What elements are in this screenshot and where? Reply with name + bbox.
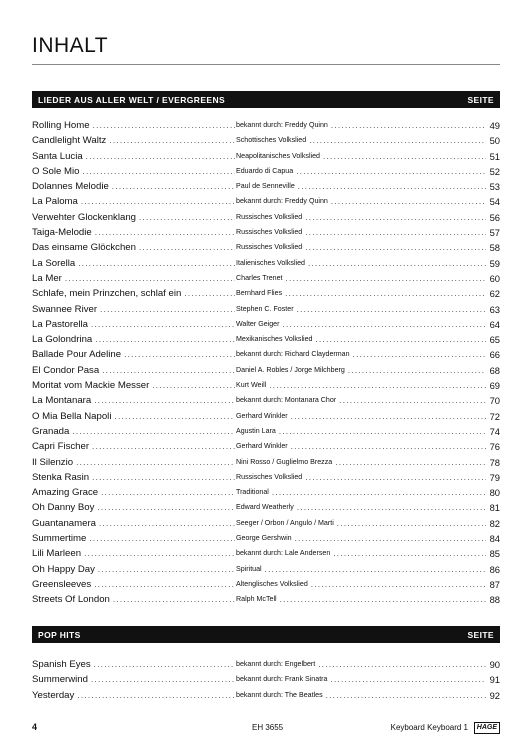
song-artist: bekannt durch: Frank Sinatra — [236, 675, 328, 684]
song-artist: Nini Rosso / Guglielmo Brezza — [236, 457, 333, 466]
song-artist: bekannt durch: Freddy Quinn — [236, 197, 328, 206]
song-artist: Gerhard Winkler — [236, 442, 288, 451]
page-number: 62 — [489, 288, 500, 300]
toc-entry — [32, 317, 500, 332]
song-title: Schlafe, mein Prinzchen, schlaf ein — [32, 288, 182, 300]
page-number: 58 — [489, 242, 500, 254]
song-artist: bekannt durch: Richard Clayderman — [236, 350, 350, 359]
dot-leader — [114, 409, 235, 424]
song-artist: bekannt durch: Freddy Quinn — [236, 121, 328, 129]
song-artist: Paul de Senneville — [236, 182, 295, 191]
song-artist: bekannt durch: Montanara Chor — [236, 396, 337, 405]
footer-catalog-code: EH 3655 — [252, 723, 284, 732]
dot-leader — [316, 332, 487, 347]
dot-leader — [112, 179, 235, 194]
song-title: Verwehter Glockenklang — [32, 211, 136, 223]
toc-entry — [32, 470, 500, 485]
song-artist: Mexikanisches Volkslied — [236, 335, 313, 344]
dot-leader — [72, 424, 235, 439]
page-number: 52 — [489, 165, 500, 177]
toc-entry — [32, 531, 500, 546]
song-title: La Montanara — [32, 395, 92, 407]
page-number: 70 — [489, 395, 500, 407]
page-number: 88 — [489, 594, 500, 606]
song-title: Amazing Grace — [32, 487, 99, 499]
section-header-evergreens — [32, 91, 500, 108]
dot-leader — [305, 210, 486, 225]
page-number: 59 — [489, 257, 500, 269]
page-number: 79 — [489, 471, 500, 483]
page-number: 65 — [489, 334, 500, 346]
toc-entry — [32, 363, 500, 378]
dot-leader — [94, 393, 235, 408]
toc-entry — [32, 118, 500, 133]
toc-entry — [32, 393, 500, 408]
dot-leader — [339, 393, 486, 408]
toc-entry — [32, 240, 500, 255]
song-title: Taiga-Melodie — [32, 227, 92, 239]
dot-leader — [94, 657, 235, 672]
dot-leader — [139, 210, 235, 225]
page-number: 84 — [489, 533, 500, 545]
page-number: 69 — [489, 380, 500, 392]
dot-leader — [93, 118, 235, 133]
page-number: 50 — [489, 135, 500, 147]
song-title: O Sole Mio — [32, 165, 80, 177]
dot-leader — [279, 424, 486, 439]
toc-entry — [32, 347, 500, 362]
dot-leader — [95, 225, 235, 240]
dot-leader — [296, 164, 486, 179]
dot-leader — [326, 688, 486, 703]
toc-entry — [32, 164, 500, 179]
dot-leader — [331, 118, 486, 133]
song-artist: Seeger / Orbon / Angulo / Marti — [236, 518, 334, 527]
song-title: Oh Danny Boy — [32, 502, 95, 514]
song-title: Oh Happy Day — [32, 563, 95, 575]
toc-entry — [32, 657, 500, 672]
song-artist: Russisches Volkslied — [236, 243, 303, 252]
dot-leader — [283, 317, 487, 332]
toc-entry — [32, 577, 500, 592]
toc-entry — [32, 562, 500, 577]
dot-leader — [89, 531, 235, 546]
toc-entry — [32, 225, 500, 240]
toc-entry — [32, 256, 500, 271]
song-artist: Ralph McTell — [236, 595, 277, 604]
page-number: 92 — [489, 689, 500, 701]
dot-leader — [78, 256, 235, 271]
song-artist: Charles Trenet — [236, 273, 283, 282]
page-number: 76 — [489, 441, 500, 453]
dot-leader — [337, 516, 486, 531]
page-number: 81 — [489, 502, 500, 514]
toc-entry — [32, 485, 500, 500]
dot-leader — [97, 500, 235, 515]
page-number: 66 — [489, 349, 500, 361]
song-title: Greensleeves — [32, 578, 92, 590]
song-title: Candlelight Waltz — [32, 135, 107, 147]
dot-leader — [94, 577, 235, 592]
dot-leader — [81, 194, 235, 209]
toc-entry — [32, 210, 500, 225]
song-artist: bekannt durch: Lale Andersen — [236, 549, 331, 558]
song-title: Yesterday — [32, 689, 75, 701]
page-number: 56 — [489, 211, 500, 223]
page-number: 68 — [489, 364, 500, 376]
page-column-label: SEITE — [467, 94, 494, 105]
page-number: 57 — [489, 227, 500, 239]
dot-leader — [323, 149, 486, 164]
song-artist: Italienisches Volkslied — [236, 258, 306, 267]
dot-leader — [309, 133, 486, 148]
dot-leader — [91, 317, 235, 332]
page-number: 53 — [489, 181, 500, 193]
song-title: O Mia Bella Napoli — [32, 410, 112, 422]
dot-leader — [77, 688, 235, 703]
dot-leader — [291, 409, 486, 424]
page-number: 51 — [489, 150, 500, 162]
toc-entry — [32, 179, 500, 194]
toc-entry — [32, 424, 500, 439]
dot-leader — [335, 455, 486, 470]
dot-leader — [86, 149, 235, 164]
dot-leader — [98, 562, 235, 577]
song-title: Summerwind — [32, 674, 88, 686]
toc-entry — [32, 516, 500, 531]
page-footer — [32, 722, 500, 736]
song-title: La Mer — [32, 272, 62, 284]
song-title: Guantanamera — [32, 517, 96, 529]
page-number: 82 — [489, 517, 500, 529]
song-title: Dolannes Melodie — [32, 181, 109, 193]
song-title: La Paloma — [32, 196, 78, 208]
song-title: La Sorella — [32, 257, 76, 269]
dot-leader — [91, 672, 235, 687]
page-number: 90 — [489, 659, 500, 670]
page-column-label: SEITE — [467, 629, 494, 640]
song-title: Swannee River — [32, 303, 98, 315]
song-artist: Agustin Lara — [236, 426, 276, 435]
song-artist: Bernhard Flies — [236, 289, 283, 298]
dot-leader — [297, 302, 486, 317]
dot-leader — [84, 546, 235, 561]
page-number: 74 — [489, 425, 500, 437]
page-number: 72 — [489, 410, 500, 422]
song-title: Das einsame Glöckchen — [32, 242, 136, 254]
dot-leader — [280, 592, 486, 607]
dot-leader — [139, 240, 235, 255]
song-artist: Eduardo di Capua — [236, 166, 294, 175]
song-title: Rolling Home — [32, 120, 90, 131]
dot-leader — [318, 657, 486, 672]
toc-entry — [32, 149, 500, 164]
dot-leader — [305, 240, 486, 255]
dot-leader — [109, 133, 235, 148]
song-title: Il Silenzio — [32, 456, 74, 468]
toc-list-pop-hits — [32, 657, 500, 703]
title-divider — [32, 64, 500, 65]
dot-leader — [305, 470, 486, 485]
dot-leader — [305, 225, 486, 240]
toc-entry — [32, 546, 500, 561]
dot-leader — [298, 179, 486, 194]
toc-entry — [32, 194, 500, 209]
dot-leader — [333, 546, 486, 561]
song-artist: Stephen C. Foster — [236, 304, 294, 313]
dot-leader — [331, 194, 486, 209]
toc-entry — [32, 439, 500, 454]
song-title: La Pastorella — [32, 318, 88, 330]
dot-leader — [124, 347, 235, 362]
toc-entry — [32, 271, 500, 286]
song-title: Summertime — [32, 533, 87, 545]
song-artist: Edward Weatherly — [236, 503, 294, 512]
song-title: Spanish Eyes — [32, 659, 91, 670]
toc-entry — [32, 688, 500, 703]
page-number: 49 — [489, 120, 500, 131]
dot-leader — [92, 470, 235, 485]
song-title: Streets Of London — [32, 594, 110, 606]
song-artist: Gerhard Winkler — [236, 411, 288, 420]
song-title: Capri Fischer — [32, 441, 90, 453]
toc-entry — [32, 409, 500, 424]
toc-entry — [32, 332, 500, 347]
dot-leader — [269, 378, 486, 393]
page-number: 63 — [489, 303, 500, 315]
toc-entry — [32, 133, 500, 148]
dot-leader — [152, 378, 235, 393]
publisher-logo: HAGE — [474, 722, 500, 734]
song-artist: Kurt Weill — [236, 381, 267, 390]
dot-leader — [100, 302, 235, 317]
dot-leader — [82, 164, 235, 179]
song-artist: Neapolitanisches Volkslied — [236, 151, 320, 160]
song-title: Stenka Rasin — [32, 471, 90, 483]
dot-leader — [265, 562, 486, 577]
toc-entry — [32, 302, 500, 317]
toc-entry — [32, 592, 500, 607]
dot-leader — [291, 439, 486, 454]
page-number: 80 — [489, 487, 500, 499]
song-title: El Condor Pasa — [32, 364, 100, 376]
dot-leader — [113, 592, 235, 607]
song-title: Lili Marleen — [32, 548, 82, 560]
song-title: La Golondrina — [32, 334, 93, 346]
dot-leader — [99, 516, 235, 531]
page-number: 60 — [489, 272, 500, 284]
dot-leader — [353, 347, 486, 362]
dot-leader — [295, 531, 486, 546]
dot-leader — [330, 672, 486, 687]
page-number: 91 — [489, 674, 500, 686]
song-artist: Walter Geiger — [236, 319, 280, 328]
song-artist: Spiritual — [236, 564, 262, 573]
dot-leader — [101, 485, 235, 500]
toc-entry — [32, 672, 500, 687]
page-number: 87 — [489, 578, 500, 590]
toc-entry — [32, 455, 500, 470]
footer-page-number: 4 — [32, 722, 38, 732]
song-artist: Russisches Volkslied — [236, 212, 303, 221]
song-title: Santa Lucia — [32, 150, 83, 162]
song-artist: Schottisches Volkslied — [236, 136, 307, 145]
song-title: Ballade Pour Adeline — [32, 349, 122, 361]
page-number: 86 — [489, 563, 500, 575]
toc-entry — [32, 286, 500, 301]
dot-leader — [297, 500, 486, 515]
dot-leader — [308, 256, 486, 271]
page-number: 54 — [489, 196, 500, 208]
page-number: 78 — [489, 456, 500, 468]
page-number: 85 — [489, 548, 500, 560]
song-artist: Daniel A. Robles / Jorge Milchberg — [236, 365, 345, 374]
page-number: 64 — [489, 318, 500, 330]
dot-leader — [286, 271, 486, 286]
song-artist: bekannt durch: Engelbert — [236, 660, 316, 668]
song-artist: bekannt durch: The Beatles — [236, 690, 323, 699]
dot-leader — [95, 332, 235, 347]
section-heading: LIEDER AUS ALLER WELT / EVERGREENS — [38, 94, 226, 105]
section-header-pop-hits — [32, 626, 500, 643]
section-heading: POP HITS — [38, 629, 81, 640]
toc-entry — [32, 500, 500, 515]
dot-leader — [285, 286, 486, 301]
toc-list-evergreens — [32, 118, 500, 608]
song-title: Granada — [32, 425, 70, 437]
song-artist: Russisches Volkslied — [236, 472, 303, 481]
toc-entry — [32, 378, 500, 393]
song-artist: Altenglisches Volkslied — [236, 579, 308, 588]
dot-leader — [272, 485, 486, 500]
song-artist: Traditional — [236, 488, 269, 497]
dot-leader — [348, 363, 486, 378]
dot-leader — [76, 455, 235, 470]
page-title: INHALT — [32, 34, 109, 57]
footer-book-title: Keyboard Keyboard 1 — [390, 723, 468, 732]
dot-leader — [102, 363, 235, 378]
song-title: Moritat vom Mackie Messer — [32, 380, 150, 392]
dot-leader — [65, 271, 235, 286]
dot-leader — [184, 286, 235, 301]
dot-leader — [92, 439, 235, 454]
dot-leader — [311, 577, 486, 592]
song-artist: George Gershwin — [236, 534, 292, 543]
song-artist: Russisches Volkslied — [236, 228, 303, 237]
